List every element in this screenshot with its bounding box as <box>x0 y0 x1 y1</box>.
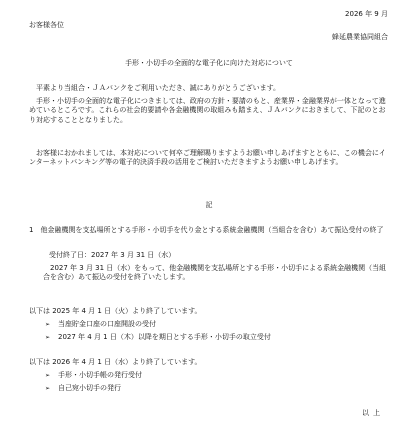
ki-heading: 記 <box>205 201 213 209</box>
list-item <box>45 371 142 380</box>
item-1-note: 2027 年 3 月 31 日（水）をもって、他金融機関を支払場所とする手形・小切手による系統金融機関（当組合を含む）あて振込の受付を終了いたします。 <box>43 264 387 282</box>
list-item-text: 自己宛小切手の発行 <box>58 384 121 392</box>
addressee: お客様各位 <box>29 21 64 29</box>
arrow-bullet-icon: ➢ <box>45 385 51 392</box>
document-title: 手形・小切手の全面的な電子化に向けた対応について <box>125 59 293 67</box>
request-paragraph: お客様におかれましては、本対応について何卒ご理解賜りますようお願い申しあげますとともに、この機会にインターネットバンキング等の電子的決済手段の活用をご検討いただきますようお願い申しあげます。 <box>29 149 386 167</box>
sender-name: 蜂延農業協同組合 <box>332 33 388 41</box>
list-item-text: 当座貯金口座の口座開設の受付 <box>58 320 156 328</box>
closing-mark: 以上 <box>362 409 384 417</box>
greeting-paragraph: 平素より当組合・ＪＡバンクをご利用いただき、誠にありがとうございます。 <box>36 84 281 92</box>
list-item-text: 手形・小切手帳の発行受付 <box>58 371 142 379</box>
list-item <box>45 333 271 342</box>
background-paragraph: 手形・小切手の全面的な電子化につきましては、政府の方針・要請のもと、産業界・金融業界が一体となって進めているところです。これらの社会的要請や各金融機関の取組みも踏まえ、ＪＡバンクにおきまして、下記のとおり対応することとなりました。 <box>29 97 386 124</box>
document-date: 2026 年 9 月 <box>345 10 388 18</box>
arrow-bullet-icon: ➢ <box>45 372 51 379</box>
item-1-end-date: 受付終了日：2027 年 3 月 31 日（水） <box>49 251 176 259</box>
list-item <box>45 384 121 393</box>
list-1-heading: 以下は 2025 年 4 月 1 日（火）より終了しています。 <box>29 307 202 315</box>
list-2-heading: 以下は 2026 年 4 月 1 日（水）より終了しています。 <box>29 358 202 366</box>
list-item <box>45 320 156 329</box>
item-1-heading: 1 他金融機関を支払場所とする手形・小切手を代り金とする系統金融機関（当組合を含む）あて振込受付の終了 <box>29 226 384 234</box>
arrow-bullet-icon: ➢ <box>45 321 51 328</box>
list-item-text: 2027 年 4 月 1 日（木）以降を期日とする手形・小切手の取立受付 <box>58 333 271 341</box>
arrow-bullet-icon: ➢ <box>45 334 51 341</box>
